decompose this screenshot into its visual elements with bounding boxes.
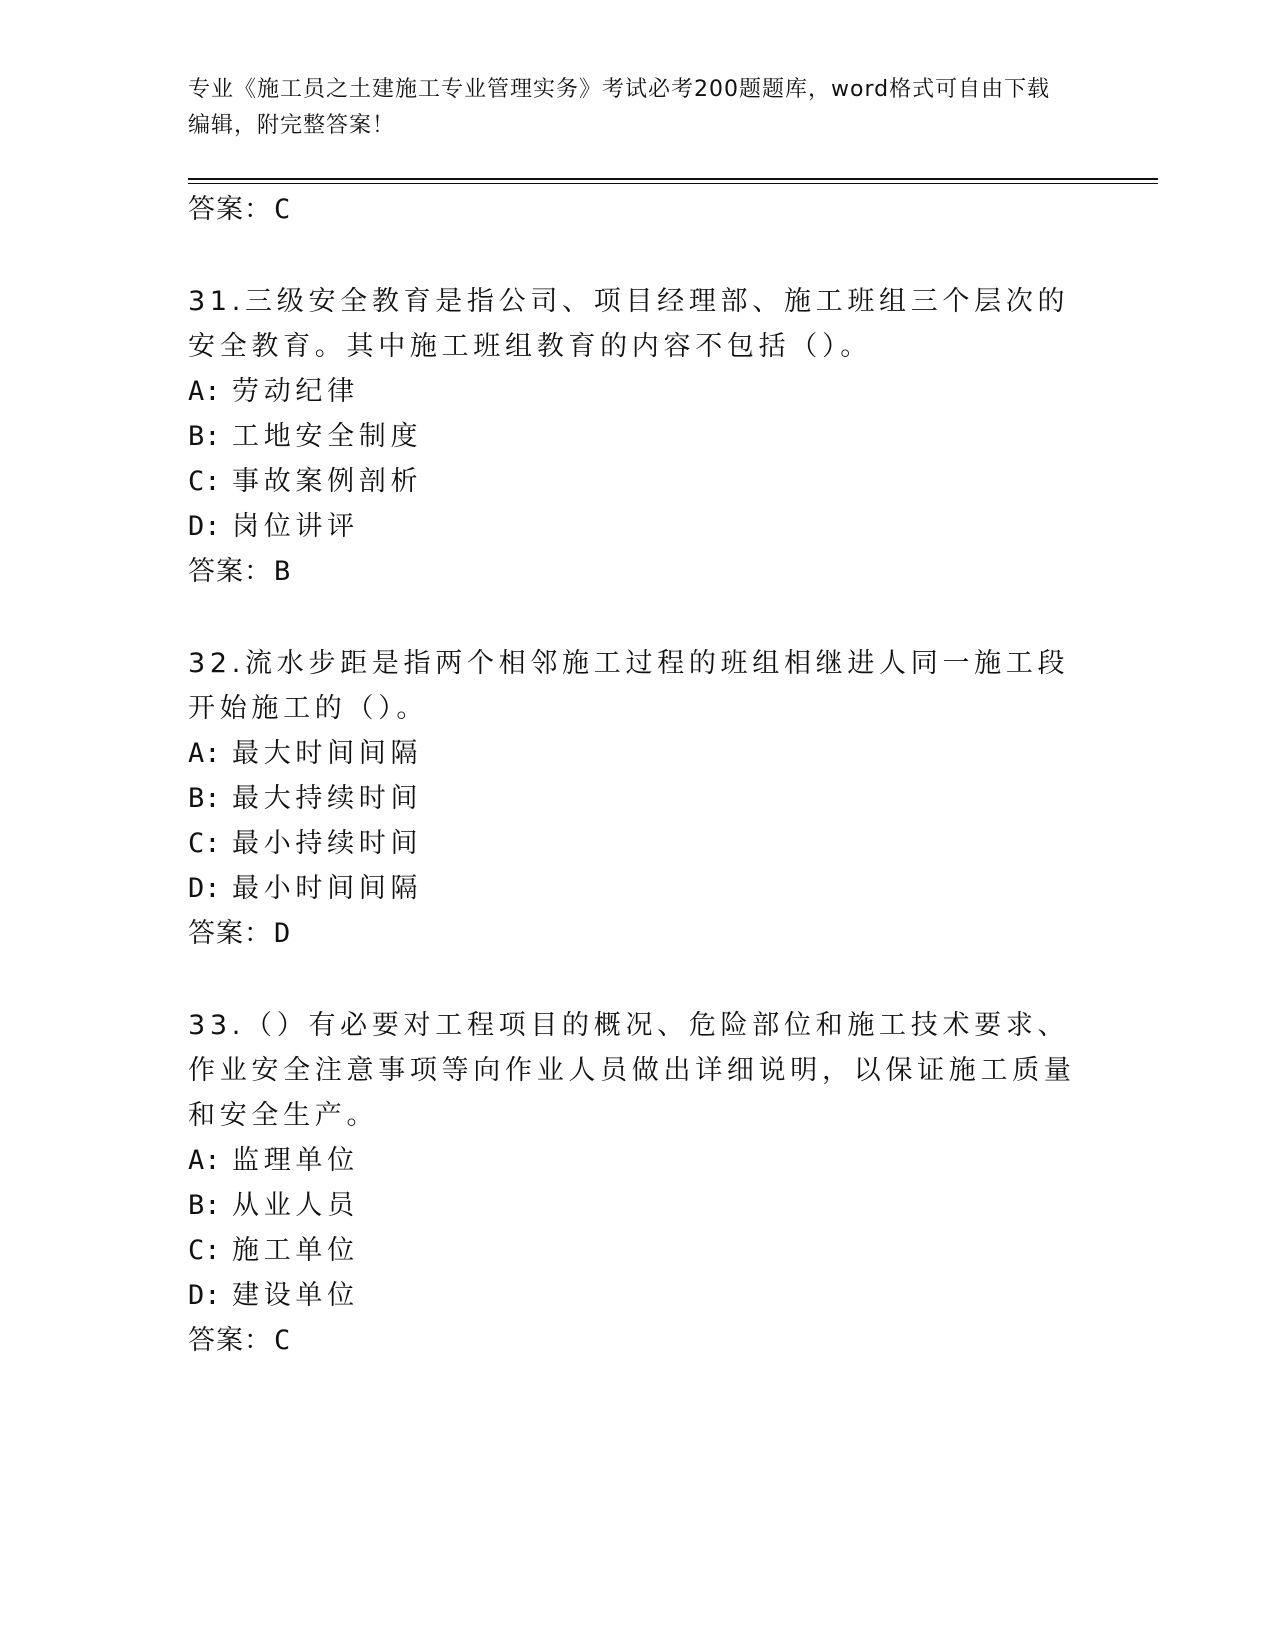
option-c (188, 459, 1088, 504)
option-letter: D: (188, 1280, 221, 1311)
answer-label: 答案： (188, 194, 272, 225)
question-32 (188, 641, 1088, 957)
answer-value: D (274, 918, 291, 949)
answer-label: 答案： (188, 918, 272, 949)
document-header: 专业《施工员之土建施工专业管理实务》考试必考200题题库，word格式可自由下载编辑，附完整答案！ (188, 77, 1051, 138)
answer-line (188, 1318, 1088, 1364)
option-text: 最大持续时间 (232, 783, 423, 814)
question-31 (188, 279, 1088, 595)
question-list (188, 187, 1088, 1364)
spacer (188, 233, 1088, 279)
option-a (188, 1138, 1088, 1183)
option-letter: A: (188, 738, 221, 769)
spacer (188, 595, 1088, 641)
option-letter: C: (188, 1235, 221, 1266)
option-a (188, 369, 1088, 414)
header-divider-thick (188, 178, 1158, 180)
option-text: 劳动纪律 (232, 376, 359, 407)
answer-line (188, 911, 1088, 957)
option-d (188, 1273, 1088, 1318)
option-letter: C: (188, 466, 221, 497)
option-b (188, 776, 1088, 821)
option-text: 施工单位 (232, 1235, 359, 1266)
option-letter: A: (188, 1145, 221, 1176)
answer-value: C (274, 194, 291, 225)
option-text: 工地安全制度 (232, 421, 423, 452)
question-33 (188, 1003, 1088, 1364)
option-letter: B: (188, 421, 221, 452)
header-divider-thin (188, 183, 1158, 184)
option-d (188, 866, 1088, 911)
spacer (188, 957, 1088, 1003)
answer-line (188, 187, 1088, 233)
option-text: 最大时间间隔 (232, 738, 423, 769)
option-letter: B: (188, 783, 221, 814)
option-a (188, 731, 1088, 776)
option-text: 最小持续时间 (232, 828, 423, 859)
option-c (188, 821, 1088, 866)
option-text: 最小时间间隔 (232, 873, 423, 904)
option-b (188, 414, 1088, 459)
answer-label: 答案： (188, 1325, 272, 1356)
option-text: 岗位讲评 (232, 511, 359, 542)
option-text: 建设单位 (232, 1280, 359, 1311)
option-text: 从业人员 (232, 1190, 359, 1221)
option-letter: D: (188, 511, 221, 542)
option-b (188, 1183, 1088, 1228)
answer-line (188, 549, 1088, 595)
option-c (188, 1228, 1088, 1273)
option-letter: C: (188, 828, 221, 859)
option-text: 监理单位 (232, 1145, 359, 1176)
answer-value: B (274, 556, 291, 587)
question-stem: 33.（）有必要对工程项目的概况、危险部位和施工技术要求、作业安全注意事项等向作业人员做出详细说明，以保证施工质量和安全生产。 (188, 1010, 1076, 1131)
question-stem: 32.流水步距是指两个相邻施工过程的班组相继进人同一施工段开始施工的（）。 (188, 648, 1070, 724)
option-letter: A: (188, 376, 221, 407)
answer-value: C (274, 1325, 291, 1356)
answer-label: 答案： (188, 556, 272, 587)
option-text: 事故案例剖析 (232, 466, 423, 497)
question-stem: 31.三级安全教育是指公司、项目经理部、施工班组三个层次的安全教育。其中施工班组教育的内容不包括（）。 (188, 286, 1070, 362)
option-d (188, 504, 1088, 549)
option-letter: D: (188, 873, 221, 904)
option-letter: B: (188, 1190, 221, 1221)
